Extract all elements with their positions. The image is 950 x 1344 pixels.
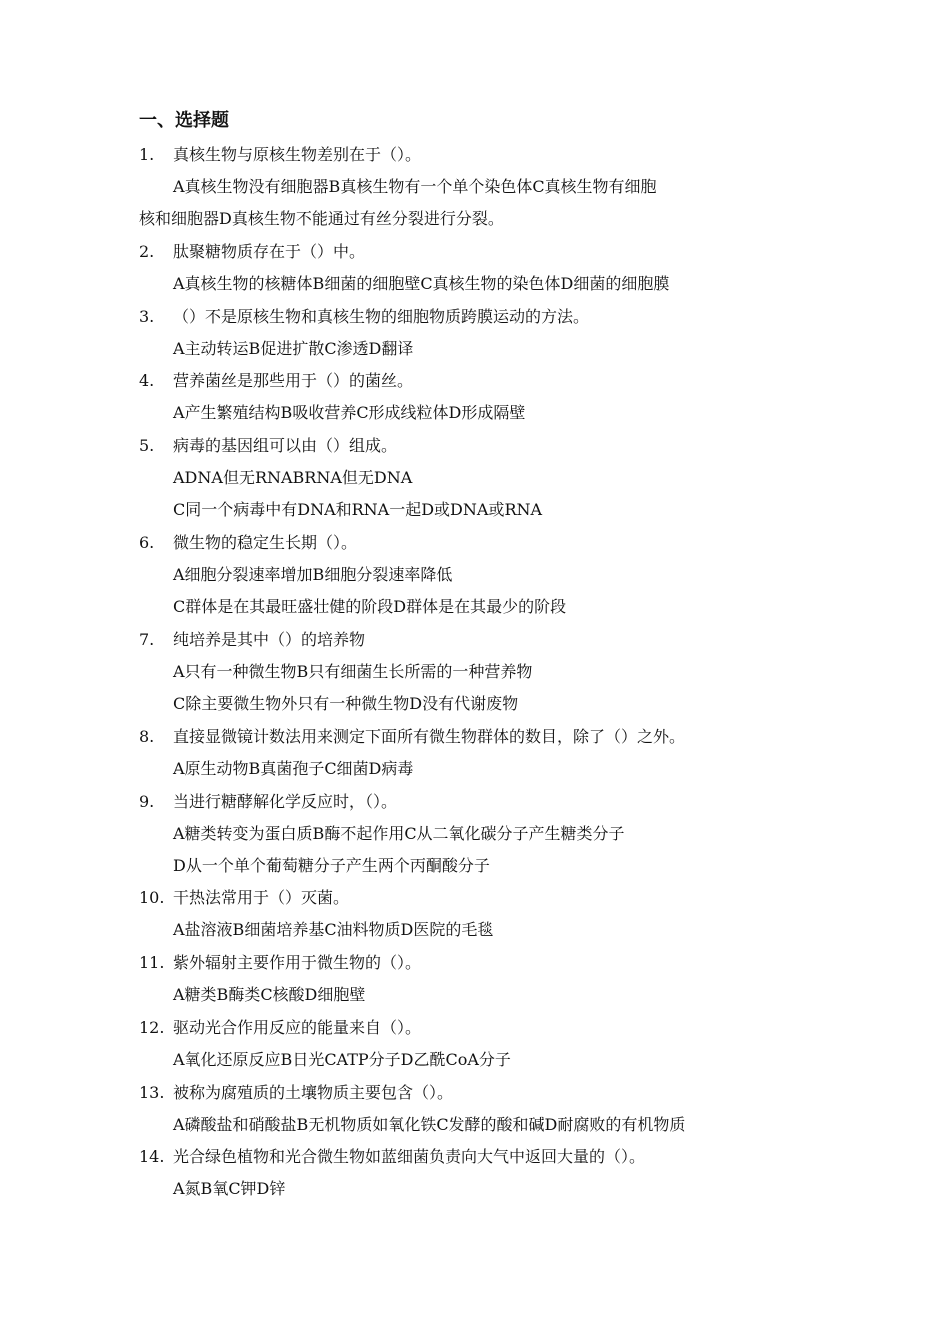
question-12 bbox=[139, 1016, 421, 1040]
question-options: A糖类B酶类C核酸D细胞壁 bbox=[173, 985, 366, 1004]
question-text: 纯培养是其中（）的培养物 bbox=[173, 630, 366, 649]
question-options: A真核生物的核糖体B细菌的细胞壁C真核生物的染色体D细菌的细胞膜 bbox=[173, 274, 670, 293]
question-text: （）不是原核生物和真核生物的细胞物质跨膜运动的方法。 bbox=[173, 307, 590, 326]
question-text: 光合绿色植物和光合微生物如蓝细菌负责向大气中返回大量的（）。 bbox=[173, 1147, 646, 1166]
question-text: 驱动光合作用反应的能量来自（）。 bbox=[173, 1018, 422, 1037]
question-number: 5. bbox=[139, 436, 155, 455]
question-number: 1. bbox=[139, 145, 155, 164]
question-number: 8. bbox=[139, 727, 155, 746]
question-text: 直接显微镜计数法用来测定下面所有微生物群体的数目，除了（）之外。 bbox=[173, 727, 686, 746]
question-options: A主动转运B促进扩散C渗透D翻译 bbox=[173, 339, 414, 358]
question-6 bbox=[139, 531, 357, 555]
question-options: A磷酸盐和硝酸盐B无机物质如氧化铁C发酵的酸和碱D耐腐败的有机物质 bbox=[173, 1115, 686, 1134]
question-options: A产生繁殖结构B吸收营养C形成线粒体D形成隔壁 bbox=[173, 403, 526, 422]
question-number: 3. bbox=[139, 307, 155, 326]
question-13 bbox=[139, 1081, 453, 1105]
question-options: A只有一种微生物B只有细菌生长所需的一种营养物 bbox=[173, 662, 533, 681]
question-text: 真核生物与原核生物差别在于（）。 bbox=[173, 145, 422, 164]
question-3 bbox=[139, 305, 589, 329]
question-number: 11. bbox=[139, 953, 165, 972]
question-10 bbox=[139, 886, 349, 910]
question-options: C同一个病毒中有DNA和RNA一起D或DNA或RNA bbox=[173, 500, 543, 519]
question-options: A糖类转变为蛋白质B酶不起作用C从二氧化碳分子产生糖类分子 bbox=[173, 824, 625, 843]
question-text: 被称为腐殖质的土壤物质主要包含（）。 bbox=[173, 1083, 454, 1102]
question-options: A细胞分裂速率增加B细胞分裂速率降低 bbox=[173, 565, 453, 584]
section-title: 一、选择题 bbox=[139, 110, 229, 131]
question-number: 13. bbox=[139, 1083, 165, 1102]
question-number: 12. bbox=[139, 1018, 165, 1037]
question-number: 9. bbox=[139, 792, 155, 811]
question-options: A氮B氧C钾D锌 bbox=[173, 1179, 286, 1198]
question-text: 营养菌丝是那些用于（）的菌丝。 bbox=[173, 371, 414, 390]
question-options: C群体是在其最旺盛壮健的阶段D群体是在其最少的阶段 bbox=[173, 597, 567, 616]
question-9 bbox=[139, 790, 397, 814]
question-number: 14. bbox=[139, 1147, 165, 1166]
question-options: C除主要微生物外只有一种微生物D没有代谢废物 bbox=[173, 694, 519, 713]
question-text: 肽聚糖物质存在于（）中。 bbox=[173, 242, 366, 261]
question-options: 核和细胞器D真核生物不能通过有丝分裂进行分裂。 bbox=[139, 209, 504, 228]
question-8 bbox=[139, 725, 685, 749]
question-number: 6. bbox=[139, 533, 155, 552]
question-7 bbox=[139, 628, 365, 652]
question-number: 10. bbox=[139, 888, 165, 907]
question-options: A盐溶液B细菌培养基C油料物质D医院的毛毯 bbox=[173, 920, 494, 939]
question-4 bbox=[139, 369, 413, 393]
question-options: A真核生物没有细胞器B真核生物有一个单个染色体C真核生物有细胞 bbox=[173, 177, 657, 196]
question-options: A氧化还原反应B日光CATP分子D乙酰CoA分子 bbox=[173, 1050, 511, 1069]
question-options: ADNA但无RNABRNA但无DNA bbox=[173, 468, 413, 487]
question-text: 微生物的稳定生长期（）。 bbox=[173, 533, 358, 552]
question-text: 当进行糖酵解化学反应时，（）。 bbox=[173, 792, 398, 811]
question-1 bbox=[139, 143, 421, 167]
question-5 bbox=[139, 434, 397, 458]
question-number: 2. bbox=[139, 242, 155, 261]
question-2 bbox=[139, 240, 365, 264]
question-options: A原生动物B真菌孢子C细菌D病毒 bbox=[173, 759, 414, 778]
question-number: 7. bbox=[139, 630, 155, 649]
question-text: 紫外辐射主要作用于微生物的（）。 bbox=[173, 953, 422, 972]
question-number: 4. bbox=[139, 371, 155, 390]
question-options: D从一个单个葡萄糖分子产生两个丙酮酸分子 bbox=[173, 856, 490, 875]
question-text: 干热法常用于（）灭菌。 bbox=[173, 888, 350, 907]
question-text: 病毒的基因组可以由（）组成。 bbox=[173, 436, 398, 455]
question-11 bbox=[139, 951, 421, 975]
question-14 bbox=[139, 1145, 645, 1169]
